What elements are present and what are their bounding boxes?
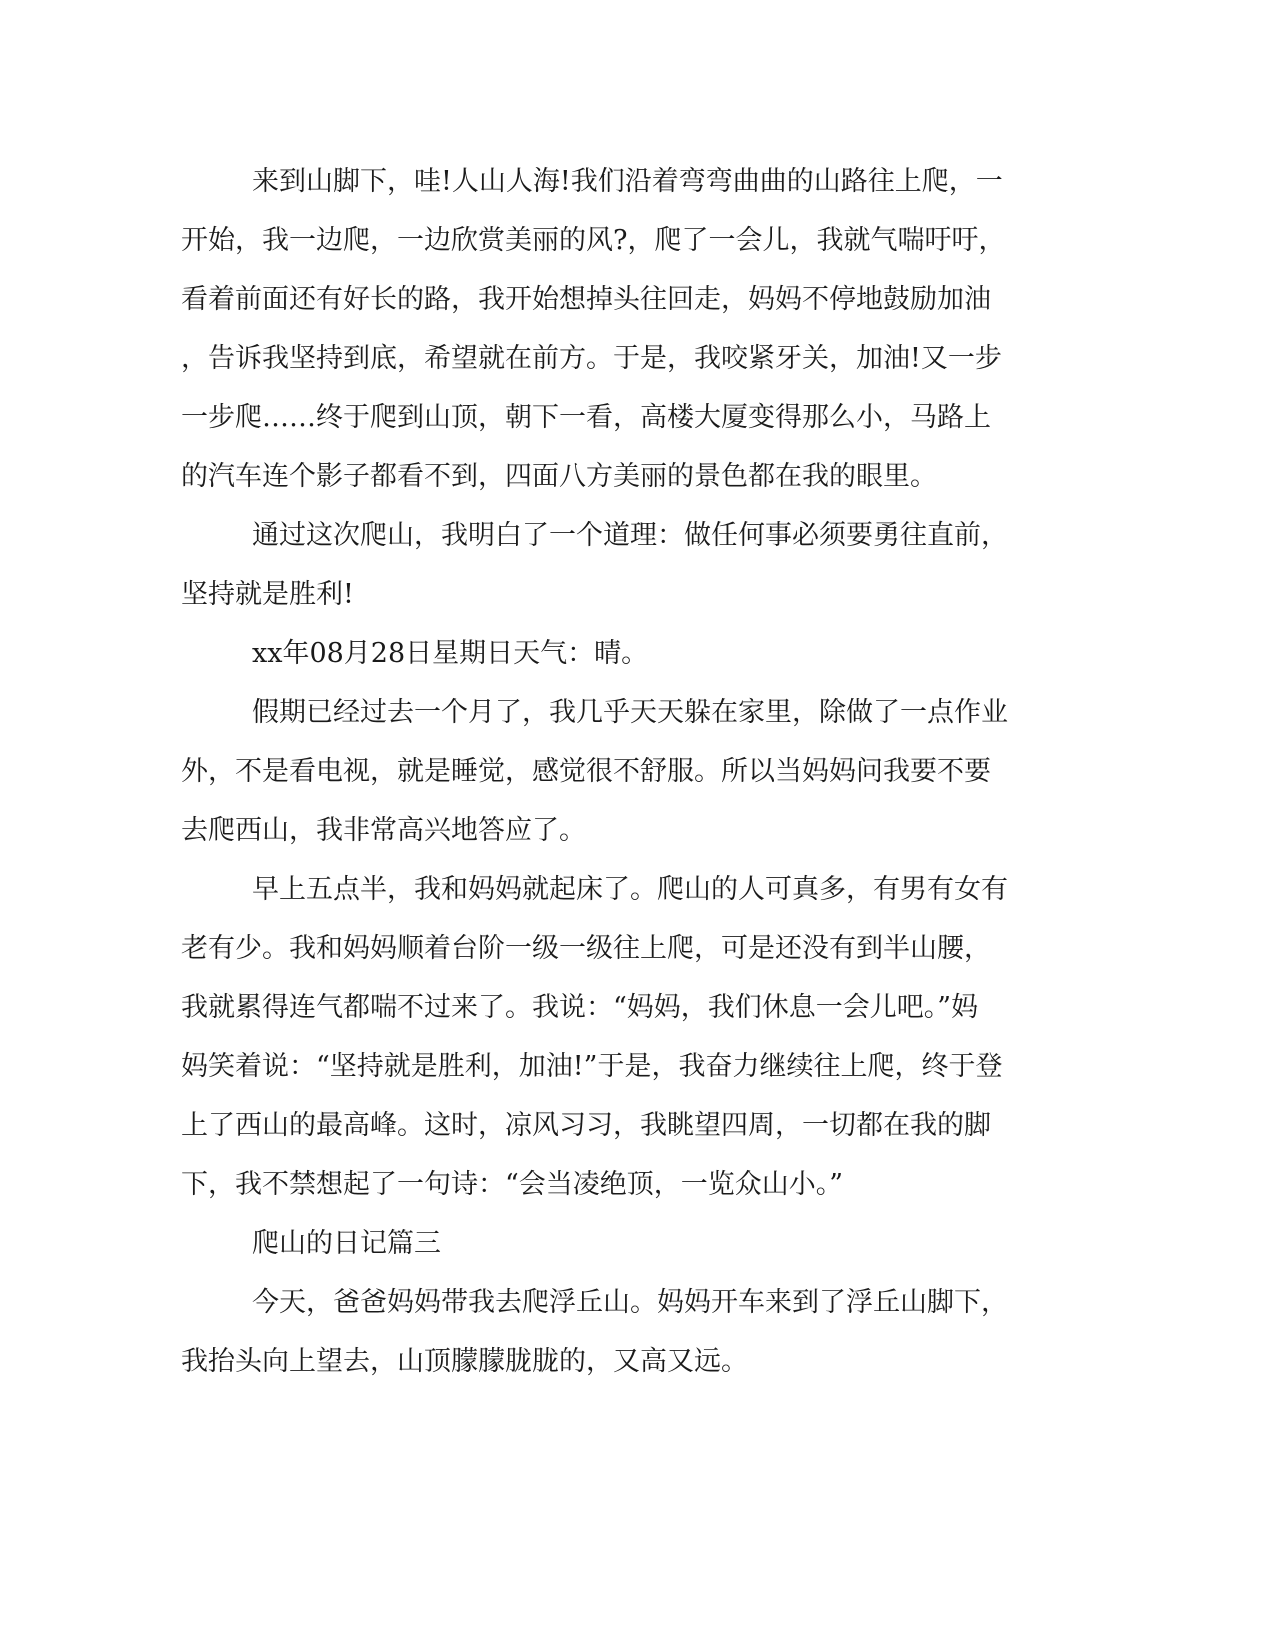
text-line: 下，我不禁想起了一句诗：“会当凌绝顶，一览众山小。” [181,1169,844,1200]
text-line: 我就累得连气都喘不过来了。我说：“妈妈，我们休息一会儿吧。”妈 [181,992,979,1023]
text-line: ，告诉我坚持到底，希望就在前方。于是，我咬紧牙关，加油!又一步 [181,343,1002,374]
text-line: 老有少。我和妈妈顺着台阶一级一级往上爬，可是还没有到半山腰， [181,933,991,964]
text-line: 通过这次爬山，我明白了一个道理：做任何事必须要勇往直前， [252,520,1008,551]
text-line: 来到山脚下，哇!人山人海!我们沿着弯弯曲曲的山路往上爬，一 [252,166,1003,197]
section-heading: 爬山的日记篇三 [252,1228,441,1259]
text-line: 看着前面还有好长的路，我开始想掉头往回走，妈妈不停地鼓励加油 [181,284,991,315]
text-line: 早上五点半，我和妈妈就起床了。爬山的人可真多，有男有女有 [252,874,1008,905]
text-line: 开始，我一边爬，一边欣赏美丽的风?，爬了一会儿，我就气喘吁吁， [181,225,1006,256]
text-line: 一步爬……终于爬到山顶，朝下一看，高楼大厦变得那么小，马路上 [181,402,991,433]
diary-date-line: xx年08月28日星期日天气：晴。 [252,638,649,669]
text-line: 去爬西山，我非常高兴地答应了。 [181,815,586,846]
text-line: 外，不是看电视，就是睡觉，感觉很不舒服。所以当妈妈问我要不要 [181,756,991,787]
text-line: 假期已经过去一个月了，我几乎天天躲在家里，除做了一点作业 [252,697,1008,728]
text-line: 上了西山的最高峰。这时，凉风习习，我眺望四周，一切都在我的脚 [181,1110,991,1141]
text-line: 坚持就是胜利! [181,579,354,610]
text-line: 妈笑着说：“坚持就是胜利，加油!”于是，我奋力继续往上爬，终于登 [181,1051,1003,1082]
text-line: 我抬头向上望去，山顶朦朦胧胧的，又高又远。 [181,1346,748,1377]
text-line: 今天，爸爸妈妈带我去爬浮丘山。妈妈开车来到了浮丘山脚下， [252,1287,1008,1318]
text-line: 的汽车连个影子都看不到，四面八方美丽的景色都在我的眼里。 [181,461,937,492]
